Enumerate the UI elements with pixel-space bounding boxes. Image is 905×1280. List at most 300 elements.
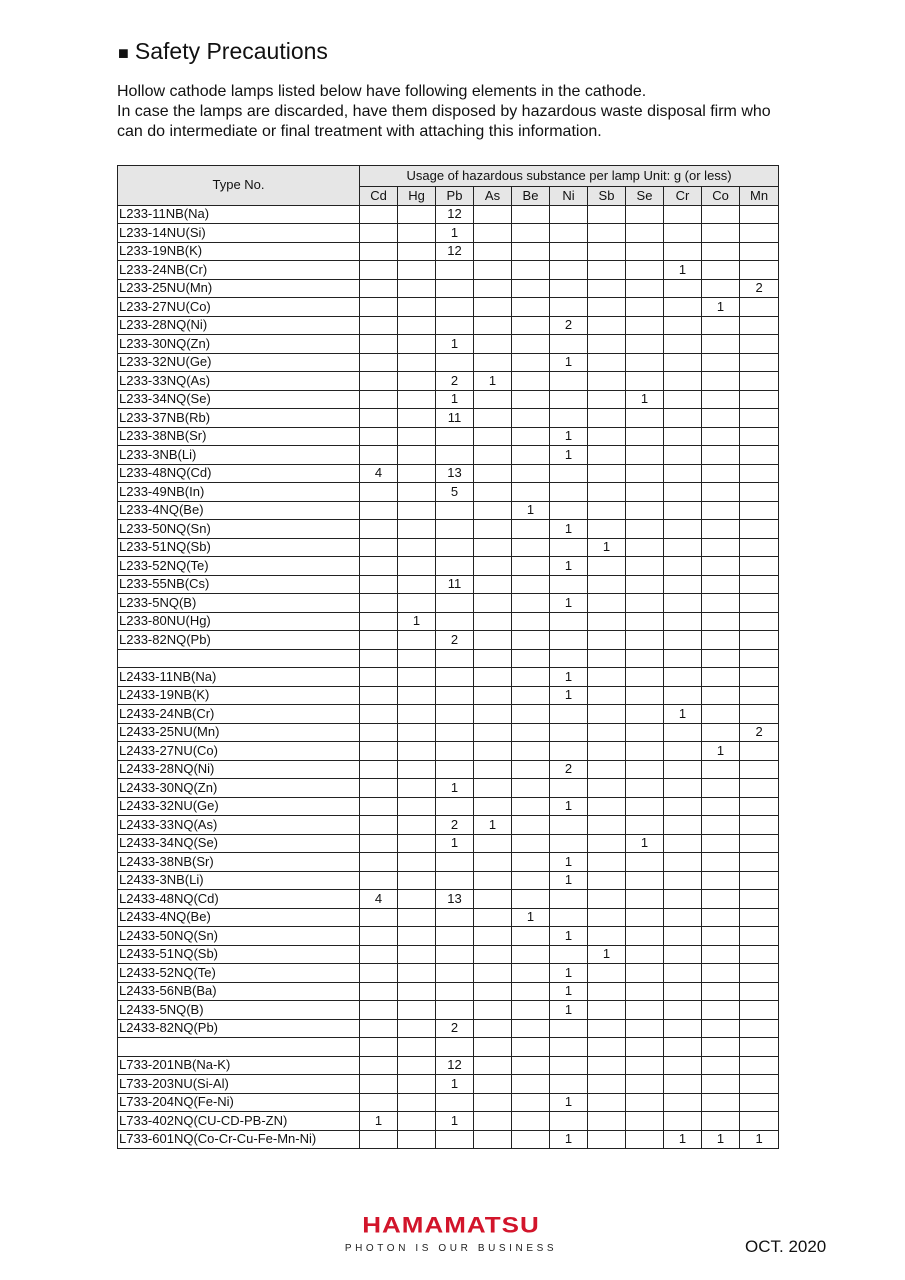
usage-cell-co [702,705,740,724]
table-row [118,1075,779,1094]
usage-cell-cr [664,242,702,261]
usage-cell-ni: 1 [550,853,588,872]
table-row [118,1112,779,1131]
usage-cell-hg [398,538,436,557]
type-no-cell: L2433-34NQ(Se) [118,834,360,853]
type-no-cell: L2433-51NQ(Sb) [118,945,360,964]
usage-cell-ni [550,1019,588,1038]
usage-cell-ni [550,816,588,835]
usage-cell-mn [740,834,779,853]
usage-cell-hg [398,335,436,354]
usage-cell-co [702,816,740,835]
usage-cell-sb [588,1112,626,1131]
usage-cell-hg [398,1056,436,1075]
usage-cell-sb [588,890,626,909]
usage-cell-as [474,1019,512,1038]
usage-cell-cr [664,927,702,946]
usage-cell-sb [588,964,626,983]
table-row [118,538,779,557]
usage-cell-co [702,982,740,1001]
usage-cell-be [512,945,550,964]
usage-cell-hg: 1 [398,612,436,631]
usage-cell-ni [550,372,588,391]
usage-cell-cr [664,427,702,446]
usage-cell-pb [436,353,474,372]
table-row [118,1056,779,1075]
usage-cell-ni: 1 [550,982,588,1001]
usage-cell-sb [588,612,626,631]
usage-cell-cd [360,871,398,890]
usage-cell-sb [588,594,626,613]
usage-cell-as [474,649,512,668]
usage-cell-se [626,871,664,890]
usage-cell-cd [360,668,398,687]
usage-cell-sb [588,501,626,520]
usage-cell-ni [550,779,588,798]
usage-cell-mn [740,427,779,446]
usage-cell-sb [588,686,626,705]
table-row [118,742,779,761]
usage-cell-be [512,668,550,687]
usage-cell-co [702,649,740,668]
usage-cell-be [512,298,550,317]
usage-cell-mn [740,871,779,890]
table-row [118,594,779,613]
usage-cell-cr [664,908,702,927]
usage-cell-pb: 2 [436,631,474,650]
type-no-cell: L233-32NU(Ge) [118,353,360,372]
table-row [118,760,779,779]
usage-cell-cd [360,1056,398,1075]
usage-cell-hg [398,261,436,280]
usage-cell-ni [550,1056,588,1075]
usage-cell-pb [436,612,474,631]
usage-cell-co [702,353,740,372]
type-no-cell: L233-48NQ(Cd) [118,464,360,483]
usage-cell-cd [360,723,398,742]
usage-cell-sb [588,353,626,372]
usage-cell-be [512,927,550,946]
usage-cell-se [626,908,664,927]
usage-cell-be [512,409,550,428]
usage-cell-sb: 1 [588,538,626,557]
usage-cell-as [474,723,512,742]
usage-cell-pb: 1 [436,834,474,853]
usage-cell-se [626,483,664,502]
usage-cell-cd [360,575,398,594]
usage-cell-cd [360,335,398,354]
table-row [118,501,779,520]
usage-cell-mn [740,575,779,594]
usage-cell-sb [588,853,626,872]
usage-cell-se [626,464,664,483]
usage-cell-be [512,1130,550,1149]
usage-cell-se [626,261,664,280]
usage-cell-co [702,945,740,964]
usage-cell-cr [664,575,702,594]
usage-cell-ni: 1 [550,427,588,446]
usage-cell-as [474,890,512,909]
usage-cell-co [702,723,740,742]
usage-cell-se [626,1038,664,1057]
element-header-ni: Ni [550,187,588,206]
usage-cell-se [626,353,664,372]
usage-cell-pb [436,649,474,668]
usage-cell-as [474,279,512,298]
usage-cell-be [512,705,550,724]
usage-cell-as [474,483,512,502]
usage-cell-mn [740,742,779,761]
usage-cell-cr [664,1112,702,1131]
element-header-hg: Hg [398,187,436,206]
usage-cell-be [512,1056,550,1075]
usage-cell-as [474,242,512,261]
usage-cell-as [474,668,512,687]
usage-cell-hg [398,1093,436,1112]
usage-cell-as [474,446,512,465]
usage-cell-cr [664,834,702,853]
usage-cell-sb [588,760,626,779]
usage-cell-mn [740,631,779,650]
usage-cell-se: 1 [626,390,664,409]
usage-cell-pb [436,760,474,779]
usage-cell-pb [436,705,474,724]
usage-cell-as [474,1112,512,1131]
usage-cell-se [626,982,664,1001]
table-row [118,631,779,650]
usage-cell-mn [740,686,779,705]
table-row [118,945,779,964]
usage-cell-co [702,242,740,261]
usage-cell-se [626,742,664,761]
usage-cell-pb: 11 [436,575,474,594]
type-no-cell: L2433-82NQ(Pb) [118,1019,360,1038]
element-header-sb: Sb [588,187,626,206]
intro-line: Hollow cathode lamps listed below have following elements in the cathode. [117,83,647,100]
usage-cell-co: 1 [702,298,740,317]
usage-cell-co [702,224,740,243]
table-row [118,427,779,446]
usage-cell-cr [664,871,702,890]
usage-cell-ni [550,705,588,724]
usage-cell-be [512,649,550,668]
table-row [118,298,779,317]
usage-cell-as [474,557,512,576]
usage-cell-sb [588,871,626,890]
type-no-cell: L233-25NU(Mn) [118,279,360,298]
usage-cell-mn [740,797,779,816]
usage-cell-cd [360,742,398,761]
usage-cell-be [512,261,550,280]
element-header-be: Be [512,187,550,206]
usage-cell-co [702,575,740,594]
usage-cell-cr [664,668,702,687]
usage-cell-mn [740,557,779,576]
usage-cell-co [702,372,740,391]
usage-cell-hg [398,1038,436,1057]
type-no-cell: L733-601NQ(Co-Cr-Cu-Fe-Mn-Ni) [118,1130,360,1149]
usage-cell-co [702,520,740,539]
usage-cell-hg [398,353,436,372]
type-no-cell: L2433-5NQ(B) [118,1001,360,1020]
usage-cell-pb: 12 [436,205,474,224]
usage-cell-ni [550,224,588,243]
usage-cell-pb [436,298,474,317]
usage-cell-mn [740,501,779,520]
usage-cell-co [702,1001,740,1020]
usage-cell-cr: 1 [664,261,702,280]
usage-cell-cd [360,427,398,446]
usage-cell-be [512,631,550,650]
usage-cell-sb [588,242,626,261]
usage-cell-be [512,483,550,502]
table-row [118,908,779,927]
usage-cell-be [512,612,550,631]
usage-cell-pb [436,316,474,335]
table-row [118,1001,779,1020]
usage-cell-hg [398,557,436,576]
usage-cell-hg [398,1130,436,1149]
usage-cell-mn [740,760,779,779]
usage-cell-hg [398,631,436,650]
element-header-as: As [474,187,512,206]
usage-cell-cr [664,779,702,798]
usage-cell-co [702,797,740,816]
type-no-cell [118,1038,360,1057]
usage-cell-co [702,446,740,465]
usage-cell-pb [436,501,474,520]
table-row [118,871,779,890]
usage-cell-ni [550,834,588,853]
usage-cell-co: 1 [702,742,740,761]
usage-cell-co [702,964,740,983]
usage-cell-se [626,964,664,983]
usage-cell-hg [398,816,436,835]
usage-cell-pb [436,723,474,742]
usage-cell-cr [664,631,702,650]
usage-cell-co [702,279,740,298]
usage-cell-cr [664,390,702,409]
usage-cell-as [474,335,512,354]
usage-cell-se [626,501,664,520]
usage-cell-pb: 1 [436,1075,474,1094]
usage-cell-mn [740,1093,779,1112]
table-row [118,372,779,391]
table-row [118,982,779,1001]
usage-cell-co: 1 [702,1130,740,1149]
usage-cell-co [702,594,740,613]
usage-cell-pb: 12 [436,242,474,261]
usage-cell-cd [360,242,398,261]
type-no-cell: L2433-48NQ(Cd) [118,890,360,909]
usage-cell-as [474,1075,512,1094]
usage-cell-hg [398,1075,436,1094]
intro-text [117,82,817,142]
usage-cell-cr [664,335,702,354]
usage-cell-pb [436,1038,474,1057]
logo-wordmark: HAMAMATSU [362,1212,540,1238]
usage-cell-be [512,335,550,354]
usage-cell-ni [550,890,588,909]
usage-cell-se [626,372,664,391]
usage-cell-as [474,797,512,816]
usage-cell-ni: 1 [550,446,588,465]
usage-cell-cr [664,853,702,872]
usage-cell-co [702,871,740,890]
usage-cell-se [626,1093,664,1112]
usage-cell-mn [740,816,779,835]
type-no-cell: L2433-32NU(Ge) [118,797,360,816]
table-row [118,816,779,835]
usage-cell-cr: 1 [664,1130,702,1149]
usage-cell-be [512,742,550,761]
usage-cell-pb: 13 [436,890,474,909]
usage-cell-pb [436,908,474,927]
type-no-cell: L733-203NU(Si-Al) [118,1075,360,1094]
usage-cell-ni [550,723,588,742]
usage-cell-cd [360,797,398,816]
usage-cell-se [626,927,664,946]
usage-cell-be [512,1093,550,1112]
table-row [118,446,779,465]
usage-cell-hg [398,464,436,483]
usage-cell-hg [398,742,436,761]
usage-cell-cr [664,464,702,483]
usage-cell-cd [360,1001,398,1020]
usage-cell-mn [740,261,779,280]
table-row [118,279,779,298]
usage-cell-cd [360,1019,398,1038]
usage-cell-co [702,557,740,576]
usage-cell-mn [740,1019,779,1038]
usage-cell-ni: 1 [550,594,588,613]
usage-cell-sb [588,797,626,816]
usage-cell-hg [398,982,436,1001]
usage-cell-ni [550,298,588,317]
usage-cell-se [626,760,664,779]
usage-cell-be [512,316,550,335]
usage-cell-co [702,390,740,409]
usage-cell-co [702,1093,740,1112]
usage-cell-se [626,446,664,465]
usage-cell-co [702,908,740,927]
usage-cell-mn [740,335,779,354]
usage-cell-ni [550,742,588,761]
usage-cell-mn [740,705,779,724]
usage-cell-hg [398,427,436,446]
usage-cell-as [474,427,512,446]
usage-cell-se [626,1056,664,1075]
usage-cell-se [626,890,664,909]
table-row [118,686,779,705]
element-header-cd: Cd [360,187,398,206]
type-no-cell: L2433-38NB(Sr) [118,853,360,872]
type-no-cell: L233-5NQ(B) [118,594,360,613]
usage-cell-cr [664,483,702,502]
usage-cell-pb: 1 [436,224,474,243]
usage-cell-pb [436,594,474,613]
usage-cell-mn [740,224,779,243]
usage-cell-sb [588,575,626,594]
usage-cell-mn [740,520,779,539]
usage-cell-sb [588,224,626,243]
usage-cell-co [702,205,740,224]
usage-cell-as [474,353,512,372]
usage-cell-cr [664,742,702,761]
table-row [118,575,779,594]
usage-cell-as [474,853,512,872]
usage-cell-as [474,390,512,409]
usage-cell-se [626,612,664,631]
usage-cell-se [626,205,664,224]
usage-cell-cd [360,538,398,557]
table-row [118,316,779,335]
usage-cell-sb [588,908,626,927]
page-title-text: Safety Precautions [134,38,328,64]
usage-cell-co [702,483,740,502]
type-no-cell: L233-50NQ(Sn) [118,520,360,539]
company-logo [320,1212,582,1254]
usage-cell-sb [588,982,626,1001]
usage-cell-be [512,760,550,779]
table-row [118,390,779,409]
usage-cell-as: 1 [474,816,512,835]
usage-cell-cd [360,483,398,502]
publication-date: OCT. 2020 [745,1237,827,1256]
usage-cell-hg [398,279,436,298]
table-row [118,890,779,909]
type-no-header: Type No. [118,166,360,206]
usage-cell-sb [588,446,626,465]
usage-cell-pb [436,686,474,705]
usage-cell-hg [398,205,436,224]
table-row [118,779,779,798]
usage-cell-be [512,686,550,705]
usage-cell-mn [740,483,779,502]
usage-cell-cr [664,964,702,983]
type-no-cell: L233-33NQ(As) [118,372,360,391]
usage-cell-be: 1 [512,908,550,927]
table-header [118,166,779,206]
usage-cell-as [474,1130,512,1149]
usage-cell-sb [588,390,626,409]
usage-cell-sb [588,649,626,668]
usage-cell-cr [664,1056,702,1075]
usage-cell-mn [740,945,779,964]
usage-cell-pb [436,520,474,539]
usage-cell-cr [664,982,702,1001]
hazard-table [117,165,779,1149]
table-row [118,224,779,243]
usage-cell-ni: 1 [550,353,588,372]
table-row [118,242,779,261]
usage-cell-co [702,853,740,872]
usage-cell-mn [740,927,779,946]
usage-cell-be [512,224,550,243]
table-row [118,705,779,724]
usage-cell-se [626,945,664,964]
usage-cell-cr [664,298,702,317]
element-header-co: Co [702,187,740,206]
element-header-mn: Mn [740,187,779,206]
usage-cell-hg [398,760,436,779]
usage-cell-se [626,649,664,668]
usage-cell-ni [550,1075,588,1094]
type-no-cell: L233-55NB(Cs) [118,575,360,594]
usage-cell-hg [398,927,436,946]
usage-cell-cr [664,279,702,298]
type-no-cell: L233-82NQ(Pb) [118,631,360,650]
